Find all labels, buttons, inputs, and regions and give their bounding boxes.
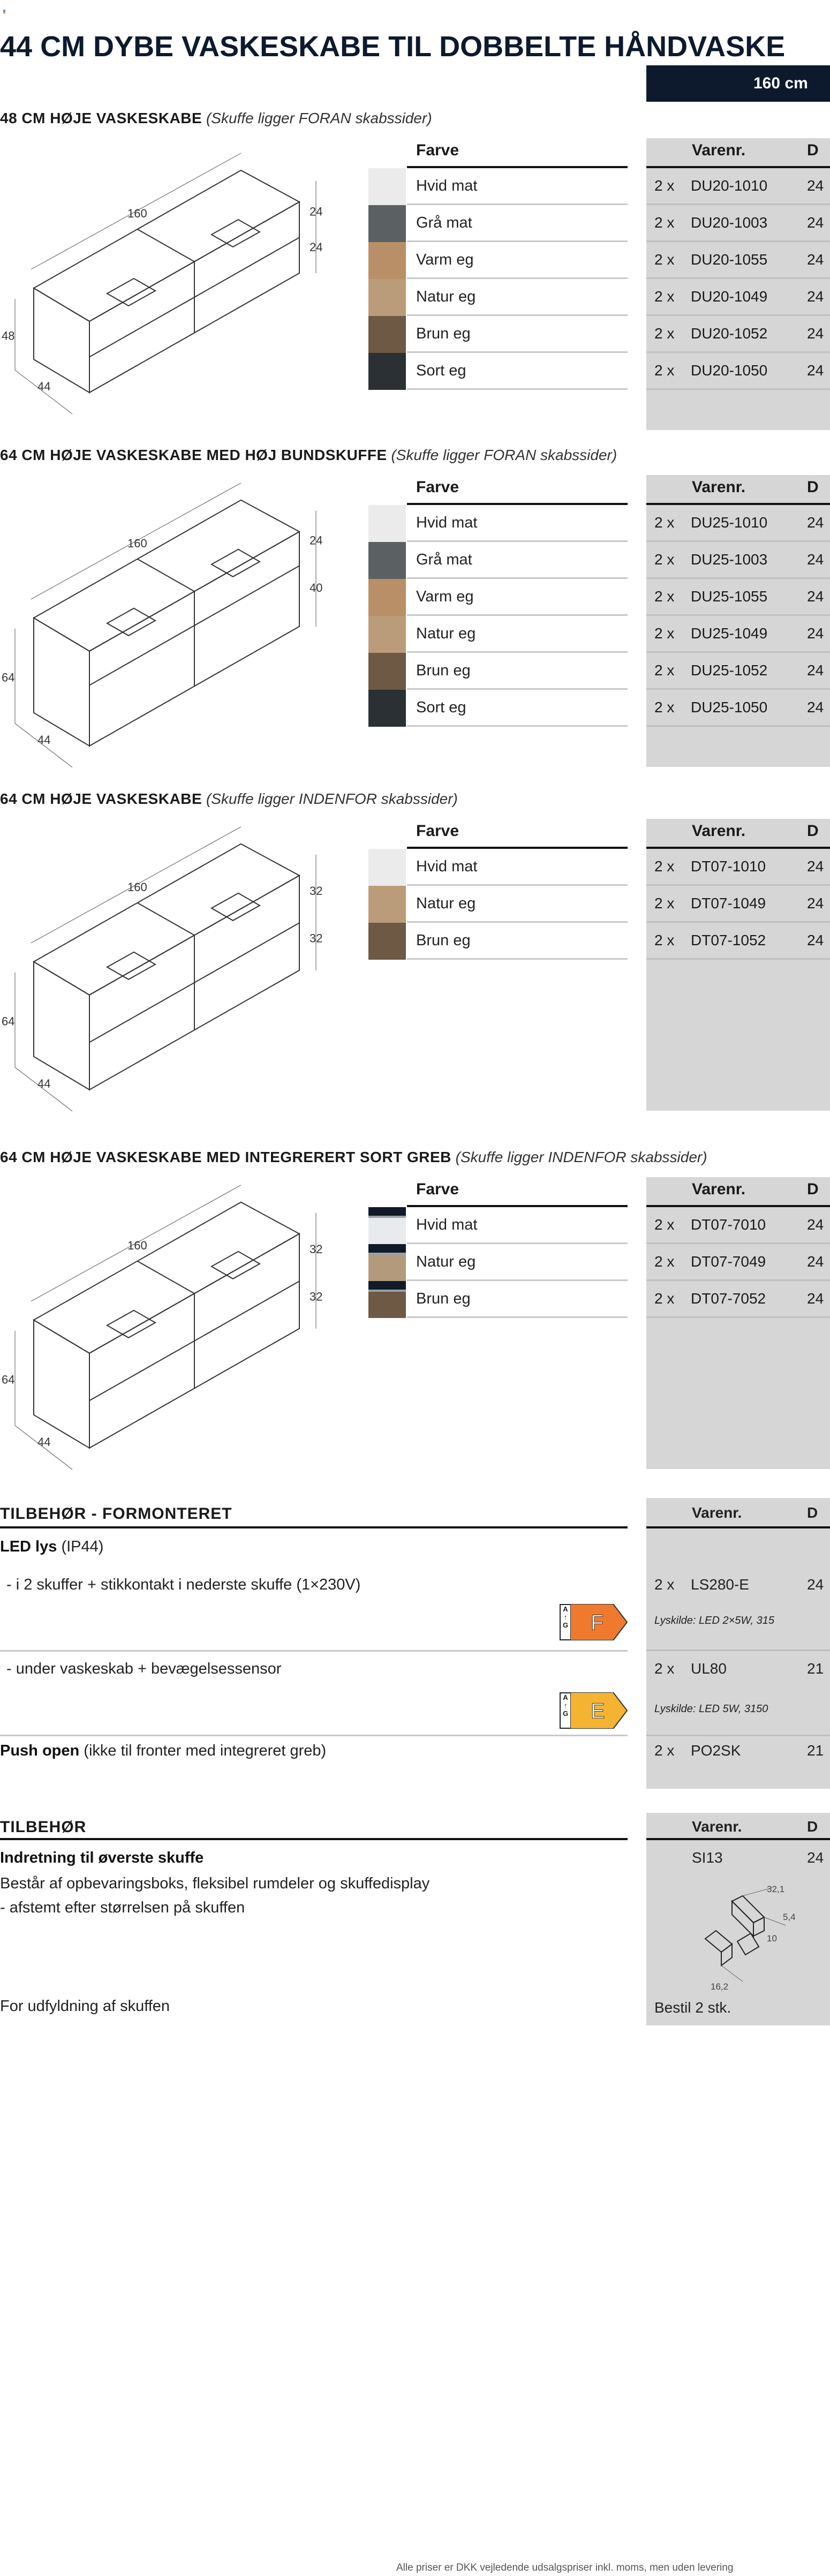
- varenr-panel: [646, 475, 830, 767]
- section-note: (Skuffe ligger FORAN skabssider): [206, 110, 432, 126]
- product-code: DT07-7049: [691, 1253, 766, 1270]
- color-row: [368, 1244, 628, 1281]
- scale-bottom: G: [562, 1621, 569, 1629]
- dim-upper: 32: [310, 884, 323, 898]
- led2-qty: 2 x: [654, 1660, 675, 1677]
- divider: [0, 1650, 628, 1652]
- dim-c: 10: [767, 1933, 777, 1944]
- header-rule: [646, 1838, 830, 1840]
- color-row: [368, 205, 628, 242]
- dim-a: 32,1: [767, 1884, 785, 1894]
- dim-b: 5,4: [783, 1912, 796, 1922]
- d-value: 24: [807, 932, 824, 948]
- quantity: 2 x: [654, 625, 675, 642]
- color-header: Farve: [416, 478, 459, 496]
- quantity: 2 x: [654, 251, 675, 268]
- quantity: 2 x: [654, 325, 675, 342]
- varenr-row: [646, 542, 830, 579]
- accessory-title: Indretning til øverste skuffe: [0, 1849, 204, 1866]
- color-row: [368, 505, 628, 542]
- section-heading: [0, 107, 432, 130]
- varenr-header: Varenr.: [692, 1504, 742, 1521]
- d-value: 24: [807, 1253, 824, 1270]
- d-value: 24: [807, 1216, 824, 1233]
- color-name: Sort eg: [416, 699, 466, 716]
- d-header: D: [807, 822, 819, 840]
- order-note: Bestil 2 stk.: [654, 1999, 731, 2016]
- product-code: DT07-7052: [691, 1290, 766, 1307]
- color-swatch: [368, 923, 406, 960]
- varenr-panel: [646, 1177, 830, 1469]
- cabinet-drawing: [0, 139, 364, 439]
- varenr-row: [646, 316, 830, 353]
- color-row: [368, 579, 628, 616]
- basin-right: [212, 220, 260, 247]
- color-swatch: [368, 1281, 406, 1318]
- accessories-varenr-panel: [646, 1813, 830, 2025]
- quantity: 2 x: [654, 858, 675, 875]
- varenr-row: [646, 205, 830, 242]
- dim-upper: 32: [310, 1242, 323, 1256]
- dim-d: 16,2: [711, 1982, 729, 1992]
- product-code: DU20-1055: [691, 251, 768, 268]
- varenr-header: Varenr.: [692, 1818, 742, 1835]
- section-heading: [0, 444, 617, 466]
- top-divider: [138, 1261, 195, 1294]
- color-name: Brun eg: [416, 1290, 471, 1307]
- push-d: 21: [807, 1742, 824, 1759]
- dim-depth: 44: [37, 1435, 51, 1449]
- energy-arrow-icon: [570, 1692, 628, 1729]
- dim-depth: 44: [37, 380, 51, 393]
- varenr-header: Varenr.: [692, 1180, 746, 1198]
- color-name: Brun eg: [416, 662, 471, 679]
- color-swatch: [368, 690, 406, 727]
- quantity: 2 x: [654, 662, 675, 679]
- color-name: Grå mat: [416, 551, 472, 568]
- divider: [646, 1649, 830, 1651]
- quantity: 2 x: [654, 588, 675, 605]
- product-section: [0, 444, 830, 776]
- dim-height: 64: [2, 1373, 15, 1387]
- d-value: 24: [807, 662, 824, 679]
- varenr-panel: [646, 819, 830, 1111]
- accessories-pre-heading: TILBEHØR - FORMONTERET: [0, 1505, 232, 1523]
- led1-d: 24: [807, 1576, 824, 1593]
- led2-d: 21: [807, 1660, 824, 1677]
- color-swatch: [368, 205, 406, 242]
- led1-description: - i 2 skuffer + stikkontakt i nederste skuffe (1×230V): [6, 1576, 361, 1593]
- heading-rule: [0, 1526, 628, 1528]
- varenr-row: [646, 690, 830, 727]
- section-title: 64 CM HØJE VASKESKABE: [0, 790, 202, 807]
- row-divider: [646, 388, 830, 390]
- section-heading: [0, 1146, 707, 1169]
- led-title-bold: LED lys: [0, 1538, 57, 1555]
- footer-note: Alle priser er DKK vejledende udsalgspriser inkl. moms, men uden levering: [396, 2562, 734, 2573]
- cabinet-side: [34, 962, 89, 1090]
- dim-lower: 32: [310, 1290, 323, 1304]
- color-swatch: [368, 242, 406, 279]
- product-code: DU25-1049: [691, 625, 768, 642]
- row-divider: [407, 388, 628, 390]
- led-note: (IP44): [61, 1538, 104, 1555]
- color-name: Natur eg: [416, 895, 476, 912]
- color-row: [368, 849, 628, 886]
- cabinet-side: [34, 1320, 89, 1448]
- print-color-marks: [3, 10, 5, 14]
- energy-arrow-icon: [570, 1604, 628, 1640]
- led2-description: - under vaskeskab + bevægelsessensor: [6, 1660, 282, 1677]
- varenr-row: [646, 1244, 830, 1281]
- color-row: [368, 886, 628, 923]
- product-section: [0, 788, 830, 1120]
- divider: [0, 1735, 628, 1736]
- accessory-desc1: Består af opbevaringsboks, fleksibel rumdeler og skuffedisplay: [0, 1875, 430, 1892]
- energy-scale: A ↑ G: [560, 1604, 571, 1640]
- d-header: D: [807, 141, 819, 159]
- varenr-row: [646, 353, 830, 390]
- d-header: D: [807, 1180, 819, 1198]
- color-swatch: [368, 353, 406, 390]
- varenr-row: [646, 168, 830, 205]
- color-name: Hvid mat: [416, 514, 478, 531]
- varenr-row: [646, 923, 830, 960]
- accessory-code: SI13: [692, 1849, 723, 1866]
- d-value: 24: [807, 362, 824, 379]
- d-header: D: [807, 478, 819, 496]
- accessories-pre-varenr-panel: [646, 1498, 830, 1789]
- color-swatch: [368, 1244, 406, 1281]
- color-swatch: [368, 279, 406, 316]
- product-code: DU25-1050: [691, 699, 768, 715]
- quantity: 2 x: [654, 1253, 675, 1270]
- product-code: DU20-1052: [691, 325, 768, 342]
- page-title: 44 CM DYBE VASKESKABE TIL DOBBELTE HÅNDVASKE: [0, 31, 786, 63]
- product-code: DT07-1010: [691, 858, 766, 875]
- quantity: 2 x: [654, 288, 675, 305]
- cabinet-side: [34, 618, 89, 746]
- d-value: 24: [807, 895, 824, 912]
- dim-upper: 24: [310, 205, 323, 219]
- section-note: (Skuffe ligger INDENFOR skabssider): [455, 1149, 707, 1165]
- varenr-row: [646, 849, 830, 886]
- color-name: Brun eg: [416, 325, 471, 342]
- color-name: Grå mat: [416, 214, 472, 231]
- d-value: 24: [807, 514, 824, 531]
- basin-right: [212, 549, 260, 577]
- d-header: D: [807, 1818, 818, 1835]
- product-code: DU25-1003: [691, 551, 768, 568]
- varenr-row: [646, 279, 830, 316]
- header-rule: [646, 1526, 830, 1528]
- dim-upper: 24: [310, 533, 323, 547]
- color-row: [368, 923, 628, 960]
- heading-rule: [0, 1838, 628, 1840]
- product-section: [0, 1146, 830, 1478]
- d-header: D: [807, 1504, 818, 1521]
- cabinet-side: [34, 288, 89, 393]
- drawer-split: [89, 238, 299, 357]
- color-swatch: [368, 316, 406, 353]
- varenr-row: [646, 653, 830, 690]
- d-value: 24: [807, 699, 824, 715]
- section-title: 64 CM HØJE VASKESKABE MED HØJ BUNDSKUFFE: [0, 447, 387, 463]
- varenr-row: [646, 505, 830, 542]
- push-note: (ikke til fronter med integreret greb): [84, 1742, 327, 1759]
- d-value: 24: [807, 625, 824, 642]
- d-value: 24: [807, 214, 824, 231]
- color-row: [368, 168, 628, 205]
- product-code: DT07-7010: [691, 1216, 766, 1233]
- quantity: 2 x: [654, 362, 675, 379]
- dim-width: 160: [127, 536, 147, 550]
- color-swatch: [368, 616, 406, 653]
- color-swatch: [368, 505, 406, 542]
- color-header: Farve: [416, 1180, 459, 1198]
- dim-width: 160: [127, 880, 147, 894]
- accessory-desc2: - afstemt efter størrelsen på skuffen: [0, 1899, 245, 1916]
- varenr-row: [646, 1281, 830, 1318]
- product-code: DU25-1052: [691, 662, 768, 679]
- product-section: [0, 107, 830, 439]
- d-value: 24: [807, 588, 824, 605]
- cabinet-drawing: [0, 1178, 364, 1478]
- varenr-header: Varenr.: [692, 822, 746, 840]
- led-title: [0, 1538, 103, 1556]
- energy-label-e: [560, 1692, 628, 1729]
- dim-width: 160: [127, 207, 147, 220]
- led2-light-source: Lyskilde: LED 5W, 3150: [654, 1703, 768, 1715]
- product-code: DU20-1003: [691, 214, 768, 231]
- scale-top: A: [563, 1605, 568, 1613]
- cabinet-drawing: [0, 820, 364, 1120]
- color-header: Farve: [416, 141, 459, 159]
- quantity: 2 x: [654, 1290, 675, 1307]
- led2-code: UL80: [691, 1660, 727, 1677]
- top-divider: [138, 229, 195, 262]
- color-swatch: [368, 579, 406, 616]
- color-name: Hvid mat: [416, 1216, 478, 1233]
- color-name: Hvid mat: [416, 177, 478, 194]
- cabinet-drawing: [0, 476, 364, 776]
- accessory-note: For udfyldning af skuffen: [0, 1998, 170, 2015]
- basin-left: [107, 278, 155, 306]
- dim-lower: 32: [310, 931, 323, 945]
- color-swatch: [368, 168, 406, 205]
- color-swatch: [368, 886, 406, 923]
- section-note: (Skuffe ligger FORAN skabssider): [391, 447, 617, 463]
- section-title: 64 CM HØJE VASKESKABE MED INTEGRERERT SORT GREB: [0, 1149, 451, 1165]
- quantity: 2 x: [654, 551, 675, 568]
- dim-depth: 44: [37, 733, 51, 747]
- energy-label-f: [560, 1604, 628, 1640]
- product-code: DU20-1050: [691, 362, 768, 379]
- basin-left: [107, 608, 155, 636]
- push-qty: 2 x: [654, 1742, 675, 1759]
- color-row: [368, 653, 628, 690]
- section-title: 48 CM HØJE VASKESKABE: [0, 110, 202, 126]
- color-name: Varm eg: [416, 588, 474, 605]
- varenr-header: Varenr.: [692, 478, 746, 496]
- color-name: Brun eg: [416, 932, 471, 949]
- divider: [646, 1735, 830, 1736]
- product-code: DU20-1010: [691, 177, 768, 194]
- color-row: [368, 1207, 628, 1244]
- color-swatch: [368, 849, 406, 886]
- energy-class: E: [591, 1699, 605, 1723]
- energy-class: F: [591, 1611, 604, 1635]
- color-name: Natur eg: [416, 625, 476, 642]
- quantity: 2 x: [654, 932, 675, 948]
- varenr-row: [646, 616, 830, 653]
- d-value: 24: [807, 551, 824, 568]
- d-value: 24: [807, 1290, 824, 1307]
- dim-height: 64: [2, 671, 15, 684]
- row-divider: [407, 958, 628, 960]
- d-value: 24: [807, 177, 824, 194]
- quantity: 2 x: [654, 895, 675, 912]
- quantity: 2 x: [654, 214, 675, 231]
- product-code: DU25-1055: [691, 588, 768, 605]
- accessories-heading: TILBEHØR: [0, 1818, 87, 1836]
- basin-left: [107, 1310, 155, 1338]
- product-code: DU20-1049: [691, 288, 768, 305]
- led1-light-source: Lyskilde: LED 2×5W, 315: [654, 1615, 775, 1626]
- row-divider: [407, 1316, 628, 1318]
- color-row: [368, 353, 628, 390]
- product-code: DT07-1052: [691, 932, 766, 948]
- size-banner: [646, 65, 830, 102]
- dim-lower: 24: [310, 240, 323, 254]
- dim-width: 160: [127, 1238, 147, 1252]
- push-open: [0, 1742, 326, 1760]
- color-name: Varm eg: [416, 251, 474, 268]
- color-swatch: [368, 542, 406, 579]
- d-value: 24: [807, 325, 824, 342]
- varenr-header: Varenr.: [692, 141, 746, 159]
- led1-code: LS280-E: [691, 1576, 749, 1593]
- color-row: [368, 242, 628, 279]
- accessory-d: 24: [807, 1849, 824, 1866]
- top-divider: [138, 559, 195, 592]
- color-row: [368, 316, 628, 353]
- row-divider: [407, 725, 628, 727]
- color-name: Natur eg: [416, 1253, 476, 1270]
- color-name: Natur eg: [416, 288, 476, 305]
- dim-lower: 40: [310, 581, 323, 595]
- push-code: PO2SK: [691, 1742, 741, 1759]
- drawer-insert-drawing: [657, 1877, 818, 1995]
- color-row: [368, 1281, 628, 1318]
- quantity: 2 x: [654, 177, 675, 194]
- quantity: 2 x: [654, 514, 675, 531]
- quantity: 2 x: [654, 1216, 675, 1233]
- d-value: 24: [807, 251, 824, 268]
- row-divider: [646, 958, 830, 960]
- dim-height: 48: [2, 329, 15, 343]
- varenr-row: [646, 1207, 830, 1244]
- scale-bottom: G: [562, 1709, 569, 1718]
- color-name: Hvid mat: [416, 858, 478, 875]
- row-divider: [646, 725, 830, 727]
- color-row: [368, 542, 628, 579]
- varenr-panel: [646, 138, 830, 430]
- section-note: (Skuffe ligger INDENFOR skabssider): [206, 790, 458, 807]
- basin-right: [212, 1252, 260, 1279]
- basin-right: [212, 893, 260, 921]
- scale-top: A: [563, 1693, 568, 1701]
- color-header: Farve: [416, 822, 459, 840]
- varenr-row: [646, 579, 830, 616]
- section-heading: [0, 788, 458, 810]
- d-value: 24: [807, 858, 824, 875]
- push-title: Push open: [0, 1742, 80, 1759]
- dim-depth: 44: [37, 1076, 51, 1090]
- dim-height: 64: [2, 1014, 15, 1028]
- product-code: DT07-1049: [691, 895, 766, 912]
- varenr-row: [646, 886, 830, 923]
- d-value: 24: [807, 288, 824, 305]
- color-name: Sort eg: [416, 362, 466, 379]
- basin-left: [107, 952, 155, 980]
- product-code: DU25-1010: [691, 514, 768, 531]
- color-swatch: [368, 1207, 406, 1244]
- quantity: 2 x: [654, 699, 675, 715]
- varenr-row: [646, 242, 830, 279]
- color-row: [368, 279, 628, 316]
- color-swatch: [368, 653, 406, 690]
- energy-scale: A ↑ G: [560, 1692, 571, 1729]
- led1-qty: 2 x: [654, 1576, 675, 1593]
- color-row: [368, 616, 628, 653]
- row-divider: [646, 1316, 830, 1318]
- top-divider: [138, 903, 195, 936]
- size-banner-label: 160 cm: [753, 74, 808, 92]
- color-row: [368, 690, 628, 727]
